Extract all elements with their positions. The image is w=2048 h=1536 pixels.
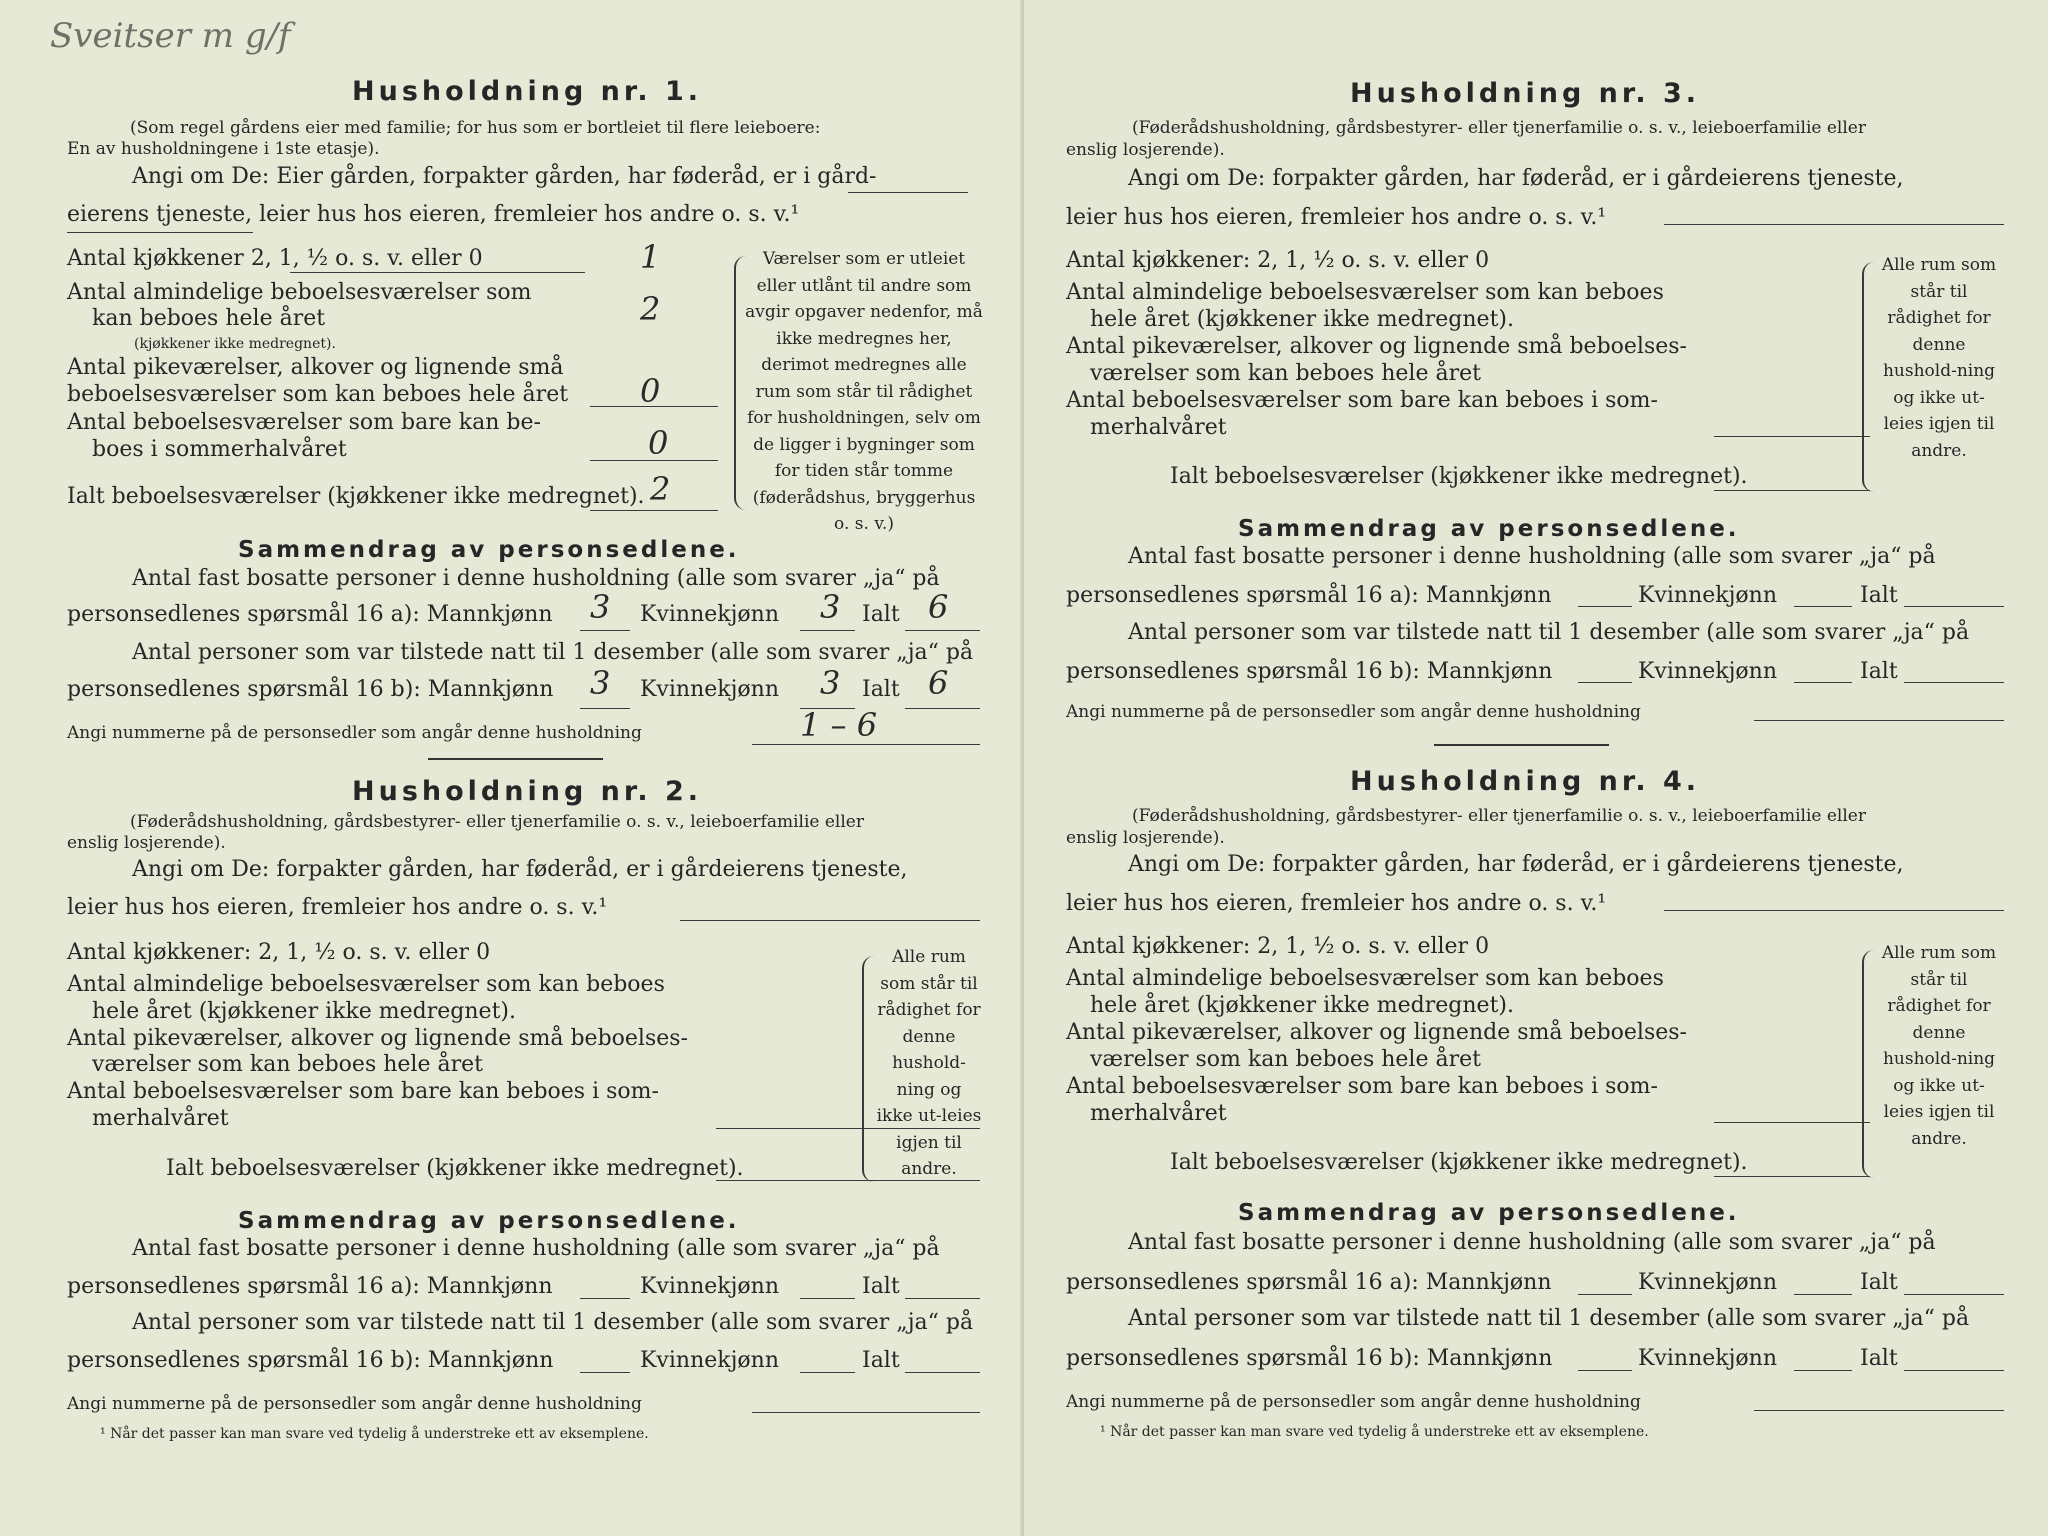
h1-value-total: 2 [650, 470, 671, 508]
right-page [1024, 0, 2048, 1536]
h2-row-rooms-a: Antal almindelige beboelsesværelser som kan beboes [67, 972, 665, 997]
h4-rule [1578, 1294, 1632, 1295]
h4-rule [1794, 1294, 1852, 1295]
h1-value-summer: 0 [648, 424, 669, 462]
h2-row-rooms-b: hele året (kjøkkener ikke medregnet). [92, 999, 516, 1024]
h2-summary-b-line-1: Antal personer som var tilstede natt til 1 desember (alle som svarer „ja“ på [132, 1310, 974, 1335]
h2-rule [800, 1298, 855, 1299]
household-3-angi-line-1: Angi om De: forpakter gården, har føderåd, er i gårdeierens tjeneste, [1128, 166, 1904, 191]
h1-rule [580, 630, 630, 631]
h2-rule [680, 920, 980, 921]
h2-row-kitchens: Antal kjøkkener: 2, 1, ½ o. s. v. eller 0 [67, 940, 491, 965]
h4-rule [1904, 1294, 2004, 1295]
h3-rule [1754, 720, 2004, 721]
h1-row-kitchens: Antal kjøkkener 2, 1, ½ o. s. v. eller 0 [67, 246, 483, 271]
h4-rule [1578, 1370, 1632, 1371]
h3-row-summer-b: merhalvåret [1090, 415, 1227, 440]
h2-row-small-rooms-a: Antal pikeværelser, alkover og lignende små beboelses- [67, 1026, 688, 1051]
h2-summary-title: Sammendrag av personsedlene. [238, 1208, 740, 1234]
h1-b-kv-label: Kvinnekjønn [640, 677, 779, 702]
h3-row-rooms-b: hele året (kjøkkener ikke medregnet). [1090, 307, 1514, 332]
h3-summary-a-line-1: Antal fast bosatte personer i denne husholdning (alle som svarer „ja“ på [1128, 544, 1936, 569]
h3-row-rooms-a: Antal almindelige beboelsesværelser som kan beboes [1066, 280, 1664, 305]
h4-row-kitchens: Antal kjøkkener: 2, 1, ½ o. s. v. eller 0 [1066, 934, 1490, 959]
h1-rule [590, 460, 718, 461]
h2-row-small-rooms-b: værelser som kan beboes hele året [92, 1052, 483, 1077]
h1-b-male: 3 [590, 664, 611, 702]
h2-rule [905, 1298, 980, 1299]
h1-row-small-rooms-b: beboelsesværelser som kan beboes hele året [67, 382, 569, 407]
household-4-angi-line-2: leier hus hos eieren, fremleier hos andre o. s. v.¹ [1066, 891, 1607, 916]
h2-rule [580, 1298, 630, 1299]
h1-row-total: Ialt beboelsesværelser (kjøkkener ikke medregnet). [67, 484, 645, 509]
h1-rule [800, 630, 855, 631]
h3-row-small-rooms-b: værelser som kan beboes hele året [1090, 361, 1481, 386]
h1-rule [905, 708, 980, 709]
h4-summary-b-line-2: personsedlenes spørsmål 16 b): Mannkjønn [1066, 1346, 1553, 1371]
h1-b-ialt-label: Ialt [862, 677, 900, 702]
household-1-note-2: En av husholdningene i 1ste etasje). [67, 139, 380, 159]
h3-bracket [1862, 262, 1874, 492]
h1-numbers-label: Angi nummerne på de personsedler som angår denne husholdning [67, 723, 642, 743]
household-3-note-2: enslig losjerende). [1066, 140, 1225, 160]
h1-row-rooms-b: kan beboes hele året [92, 306, 326, 331]
h2-row-summer-a: Antal beboelsesværelser som bare kan beboes i som- [67, 1079, 659, 1104]
h1-row-summer-a: Antal beboelsesværelser som bare kan be- [67, 410, 541, 435]
household-1-note-1: (Som regel gårdens eier med familie; for hus som er bortleiet til flere leieboere: [130, 118, 821, 138]
h4-summary-a-line-2: personsedlenes spørsmål 16 a): Mannkjønn [1066, 1270, 1552, 1295]
h1-row-rooms-a: Antal almindelige beboelsesværelser som [67, 280, 532, 305]
household-2-note-2: enslig losjerende). [67, 833, 226, 853]
h4-bracket [1862, 950, 1874, 1178]
household-2-title: Husholdning nr. 2. [352, 776, 703, 807]
household-4-note-1: (Føderådshusholdning, gårdsbestyrer- eller tjenerfamilie o. s. v., leieboerfamilie eller [1132, 806, 1866, 826]
h4-row-rooms-a: Antal almindelige beboelsesværelser som kan beboes [1066, 966, 1664, 991]
h3-summary-title: Sammendrag av personsedlene. [1238, 516, 1740, 542]
household-3-angi-line-2: leier hus hos eieren, fremleier hos andre o. s. v.¹ [1066, 205, 1607, 230]
h2-bracket [862, 956, 874, 1182]
h4-side-note: Alle rum som står til rådighet for denne hushold-ning og ikke ut-leies igjen til andre. [1881, 943, 1997, 1149]
household-1-title: Husholdning nr. 1. [352, 76, 703, 107]
h4-b-ialt-label: Ialt [1860, 1346, 1898, 1371]
household-3-note-1: (Føderådshusholdning, gårdsbestyrer- eller tjenerfamilie o. s. v., leieboerfamilie eller [1132, 118, 1866, 138]
section-divider [1434, 744, 1609, 746]
h3-rule [1578, 682, 1632, 683]
h2-numbers-label: Angi nummerne på de personsedler som angår denne husholdning [67, 1394, 642, 1414]
h3-b-ialt-label: Ialt [1860, 659, 1898, 684]
household-2-note-1: (Føderådshusholdning, gårdsbestyrer- eller tjenerfamilie o. s. v., leieboerfamilie eller [130, 812, 864, 832]
footnote-right: ¹ Når det passer kan man svare ved tydelig å understreke ett av eksemplene. [1100, 1424, 1649, 1440]
h1-summary-b-line-2: personsedlenes spørsmål 16 b): Mannkjønn [67, 677, 554, 702]
h3-a-ialt-label: Ialt [1860, 583, 1898, 608]
h1-numbers-value: 1 – 6 [800, 706, 878, 744]
h1-a-female: 3 [820, 588, 841, 626]
h3-summary-b-line-1: Antal personer som var tilstede natt til 1 desember (alle som svarer „ja“ på [1128, 620, 1970, 645]
h2-a-ialt-label: Ialt [862, 1274, 900, 1299]
h2-row-total: Ialt beboelsesværelser (kjøkkener ikke medregnet). [166, 1156, 744, 1181]
h2-summary-a-line-1: Antal fast bosatte personer i denne husholdning (alle som svarer „ja“ på [132, 1236, 940, 1261]
h1-a-kv-label: Kvinnekjønn [640, 602, 779, 627]
h4-b-kv-label: Kvinnekjønn [1638, 1346, 1777, 1371]
section-divider [428, 758, 603, 760]
underline-er-i-gard [848, 192, 968, 193]
h3-row-small-rooms-a: Antal pikeværelser, alkover og lignende små beboelses- [1066, 334, 1687, 359]
h3-rule [1904, 606, 2004, 607]
h1-summary-a-line-1: Antal fast bosatte personer i denne husholdning (alle som svarer „ja“ på [132, 566, 940, 591]
h3-a-kv-label: Kvinnekjønn [1638, 583, 1777, 608]
h3-rule [1664, 224, 2004, 225]
h3-rule [1578, 606, 1632, 607]
h4-rule [1904, 1370, 2004, 1371]
h1-a-ialt-label: Ialt [862, 602, 900, 627]
household-4-title: Husholdning nr. 4. [1350, 766, 1701, 797]
h3-row-summer-a: Antal beboelsesværelser som bare kan beboes i som- [1066, 388, 1658, 413]
h2-rule [800, 1372, 855, 1373]
h1-rule [590, 510, 718, 511]
footnote-left: ¹ Når det passer kan man svare ved tydelig å understreke ett av eksemplene. [100, 1426, 649, 1442]
h2-summary-a-line-2: personsedlenes spørsmål 16 a): Mannkjønn [67, 1274, 553, 1299]
h4-row-rooms-b: hele året (kjøkkener ikke medregnet). [1090, 993, 1514, 1018]
h1-a-total: 6 [928, 588, 949, 626]
h2-b-kv-label: Kvinnekjønn [640, 1348, 779, 1373]
h1-b-female: 3 [820, 664, 841, 702]
h3-row-kitchens: Antal kjøkkener: 2, 1, ½ o. s. v. eller 0 [1066, 248, 1490, 273]
h4-summary-a-line-1: Antal fast bosatte personer i denne husholdning (alle som svarer „ja“ på [1128, 1230, 1936, 1255]
h2-a-kv-label: Kvinnekjønn [640, 1274, 779, 1299]
h3-b-kv-label: Kvinnekjønn [1638, 659, 1777, 684]
h3-rule [1714, 490, 1870, 491]
h4-row-small-rooms-b: værelser som kan beboes hele året [1090, 1047, 1481, 1072]
h1-rule [752, 744, 980, 745]
h4-row-total: Ialt beboelsesværelser (kjøkkener ikke medregnet). [1170, 1150, 1748, 1175]
h3-summary-b-line-2: personsedlenes spørsmål 16 b): Mannkjønn [1066, 659, 1553, 684]
h2-rule [580, 1372, 630, 1373]
h3-rule [1714, 436, 1870, 437]
household-2-angi-line-1: Angi om De: forpakter gården, har føderåd, er i gårdeierens tjeneste, [132, 857, 908, 882]
h2-summary-b-line-2: personsedlenes spørsmål 16 b): Mannkjønn [67, 1348, 554, 1373]
underline-eierens-tjeneste [67, 232, 253, 233]
h1-value-small-rooms: 0 [640, 372, 661, 410]
household-1-angi-line-1: Angi om De: Eier gården, forpakter gården, har føderåd, er i gård- [132, 164, 877, 189]
h4-numbers-label: Angi nummerne på de personsedler som angår denne husholdning [1066, 1392, 1641, 1412]
h1-summary-b-line-1: Antal personer som var tilstede natt til 1 desember (alle som svarer „ja“ på [132, 640, 974, 665]
h4-a-ialt-label: Ialt [1860, 1270, 1898, 1295]
h4-rule [1664, 910, 2004, 911]
h1-row-summer-b: boes i sommerhalvåret [92, 437, 347, 462]
h1-value-kitchens: 1 [640, 238, 661, 276]
h4-row-summer-b: merhalvåret [1090, 1101, 1227, 1126]
h1-b-total: 6 [928, 664, 949, 702]
h2-b-ialt-label: Ialt [862, 1348, 900, 1373]
h1-value-rooms: 2 [640, 290, 661, 328]
h4-rule [1794, 1370, 1852, 1371]
h1-rule [290, 272, 585, 273]
h2-rule [905, 1372, 980, 1373]
h2-side-note: Alle rum som står til rådighet for denne hushold-ning og ikke ut-leies igjen til andre. [876, 947, 982, 1179]
household-2-angi-line-2: leier hus hos eieren, fremleier hos andre o. s. v.¹ [67, 895, 608, 920]
household-3-title: Husholdning nr. 3. [1350, 78, 1701, 109]
h4-a-kv-label: Kvinnekjønn [1638, 1270, 1777, 1295]
h3-rule [1904, 682, 2004, 683]
h1-row-rooms-note: (kjøkkener ikke medregnet). [134, 336, 336, 352]
h4-row-summer-a: Antal beboelsesværelser som bare kan beboes i som- [1066, 1074, 1658, 1099]
h4-rule [1714, 1122, 1870, 1123]
h4-rule [1714, 1176, 1870, 1177]
h3-side-note: Alle rum som står til rådighet for denne hushold-ning og ikke ut-leies igjen til andre. [1881, 255, 1997, 461]
h1-summary-title: Sammendrag av personsedlene. [238, 537, 740, 563]
h1-rule [580, 708, 630, 709]
household-4-note-2: enslig losjerende). [1066, 828, 1225, 848]
h4-summary-title: Sammendrag av personsedlene. [1238, 1200, 1740, 1226]
h3-numbers-label: Angi nummerne på de personsedler som angår denne husholdning [1066, 702, 1641, 722]
household-4-angi-line-1: Angi om De: forpakter gården, har føderåd, er i gårdeierens tjeneste, [1128, 852, 1904, 877]
h4-summary-b-line-1: Antal personer som var tilstede natt til 1 desember (alle som svarer „ja“ på [1128, 1306, 1970, 1331]
h1-side-note: Værelser som er utleiet eller utlånt til andre som avgir opgaver nedenfor, må ikke medregnes her, derimot medregnes alle rum som står til rådighet for husholdningen, selv om de ligger i bygninger som for tiden står tomme (føderådshus, bryggerhus o. s. v.) [745, 249, 983, 534]
h2-rule [752, 1412, 980, 1413]
h1-rule [590, 406, 718, 407]
h2-row-summer-b: merhalvåret [92, 1106, 229, 1131]
h3-rule [1794, 606, 1852, 607]
h3-summary-a-line-2: personsedlenes spørsmål 16 a): Mannkjønn [1066, 583, 1552, 608]
handwritten-note: Sveitser m g/f [50, 16, 291, 56]
h4-rule [1754, 1410, 2004, 1411]
h3-row-total: Ialt beboelsesværelser (kjøkkener ikke medregnet). [1170, 464, 1748, 489]
h1-row-small-rooms-a: Antal pikeværelser, alkover og lignende små [67, 355, 564, 380]
household-1-angi-line-2: eierens tjeneste, leier hus hos eieren, fremleier hos andre o. s. v.¹ [67, 202, 800, 227]
h1-rule [905, 630, 980, 631]
h4-row-small-rooms-a: Antal pikeværelser, alkover og lignende små beboelses- [1066, 1020, 1687, 1045]
h3-rule [1794, 682, 1852, 683]
h1-a-male: 3 [590, 588, 611, 626]
h1-summary-a-line-2: personsedlenes spørsmål 16 a): Mannkjønn [67, 602, 553, 627]
